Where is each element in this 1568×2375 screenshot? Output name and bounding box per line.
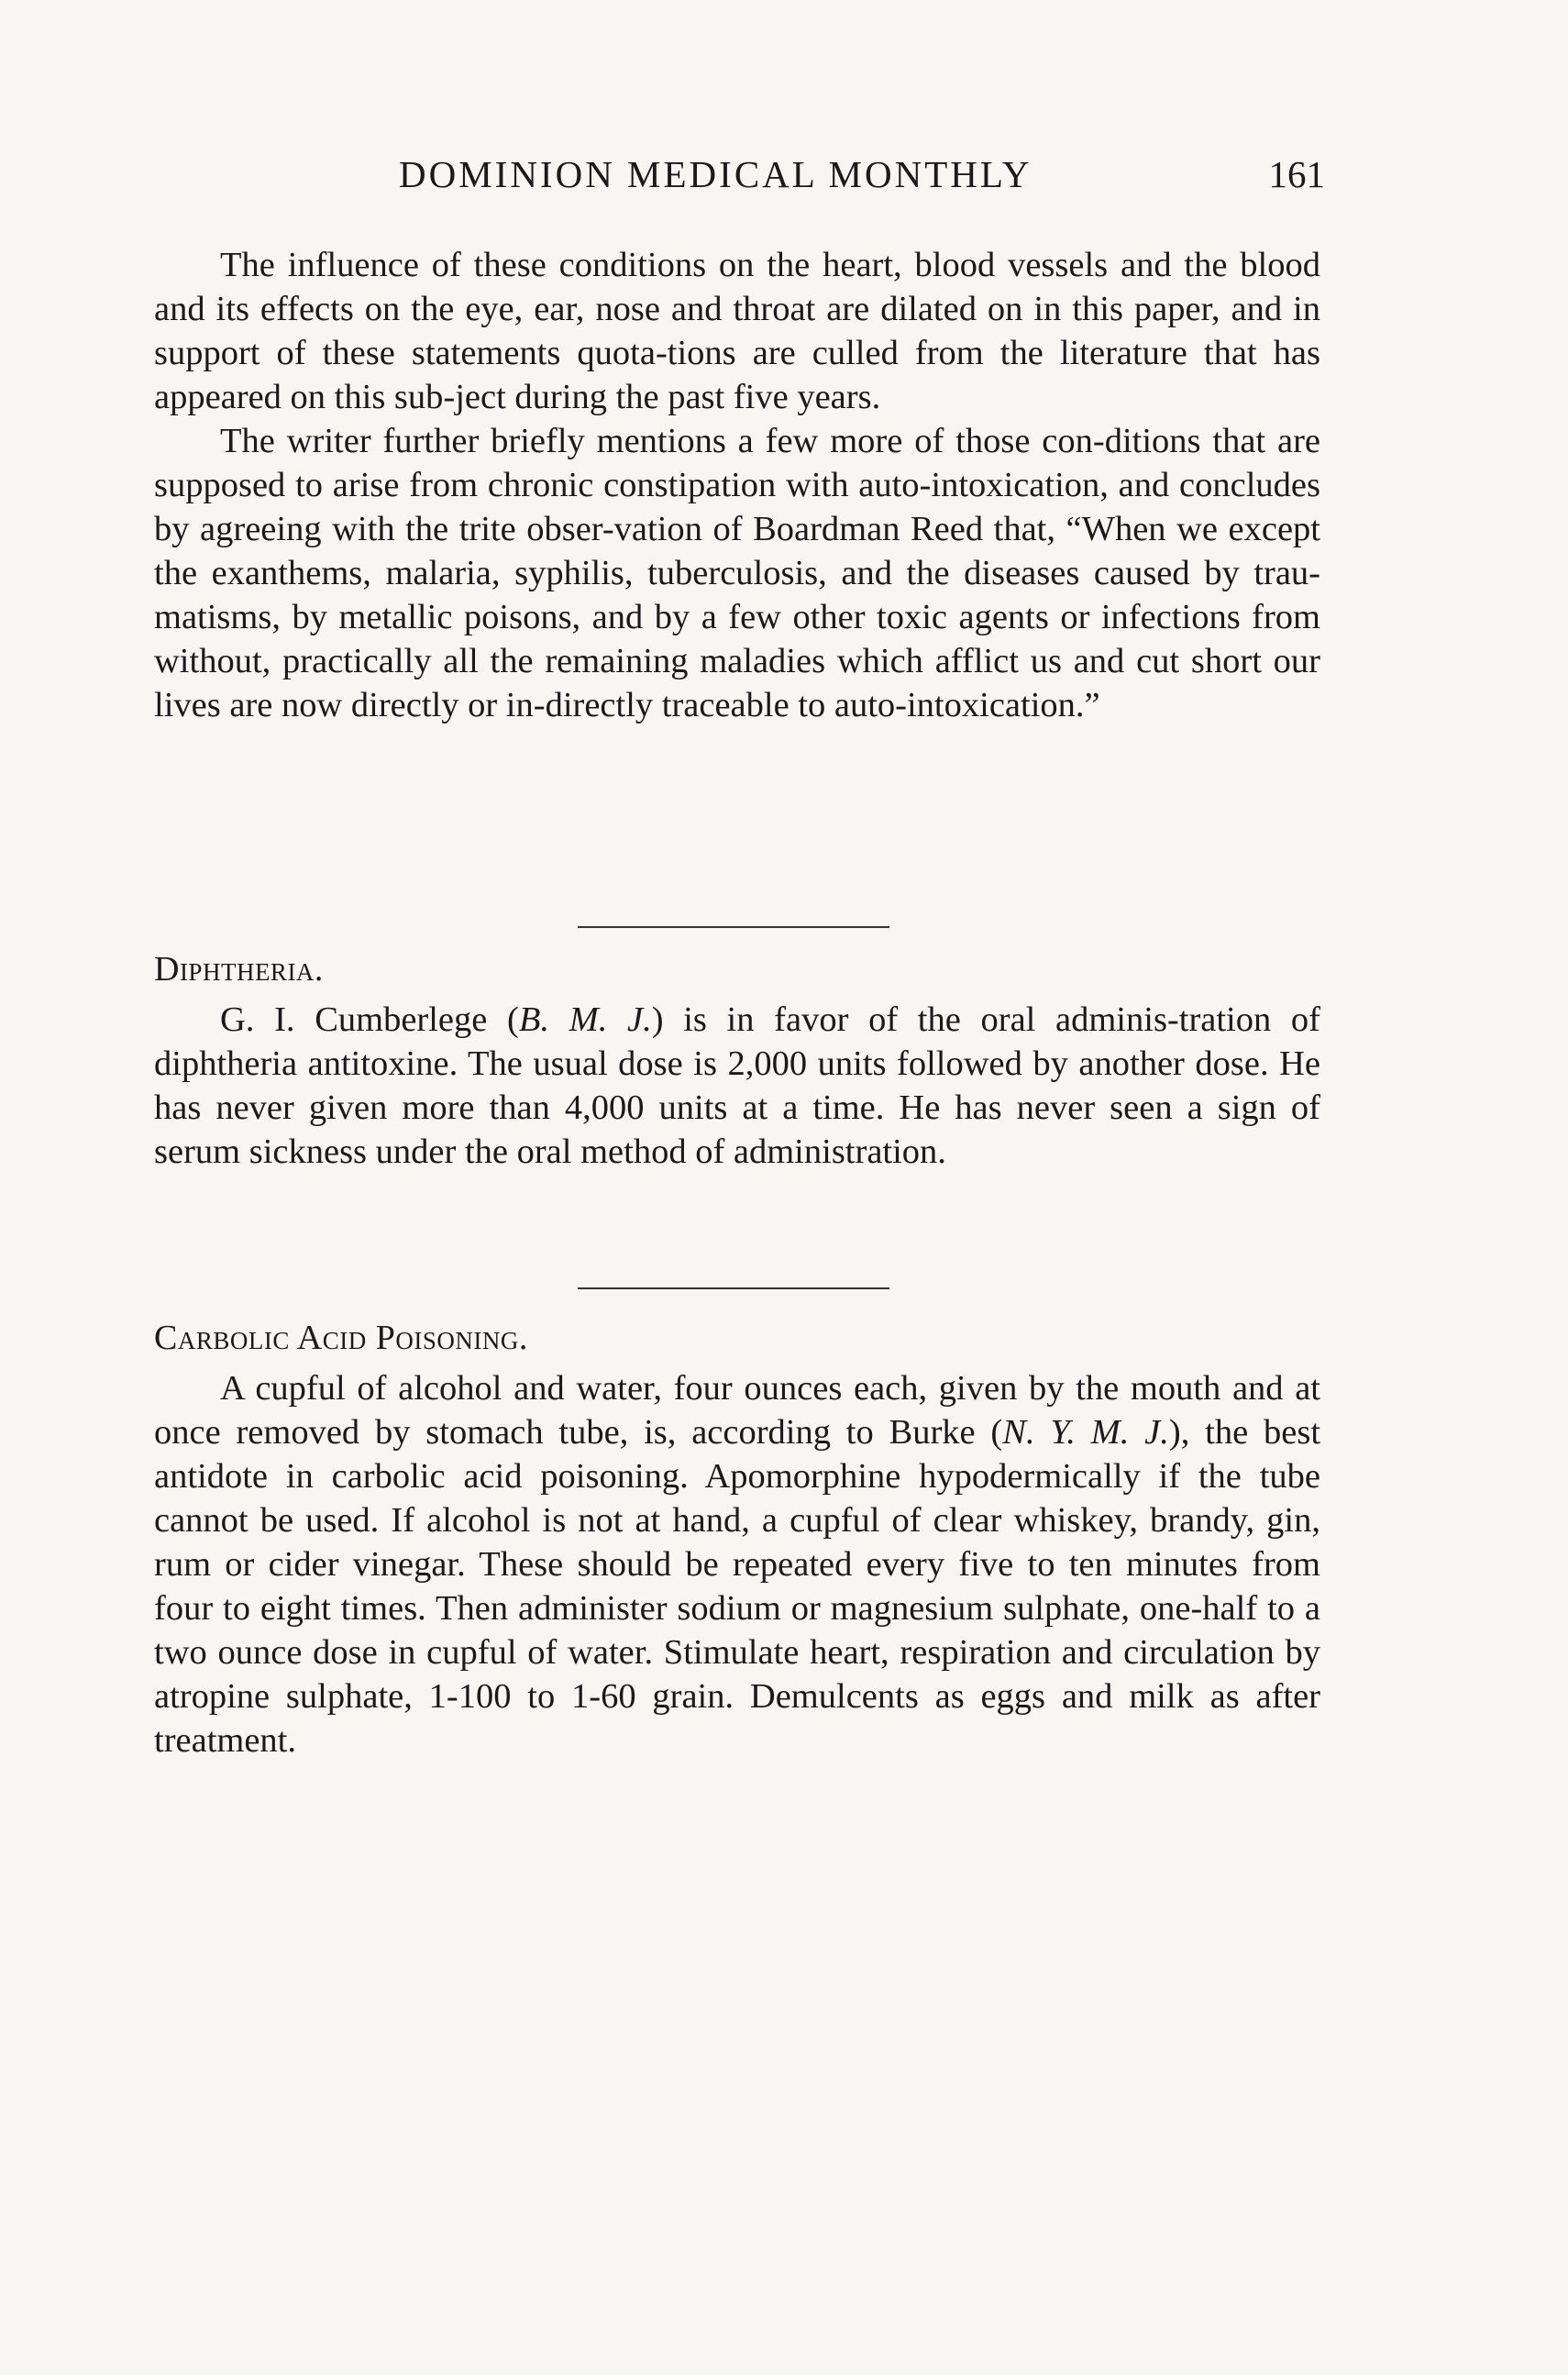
paragraph: The influence of these conditions on the heart, blood vessels and the blood and its effects on the eye, ear, nose and throat are dilated on in this paper, and in support of these statements quota-tions are culled from the literature that has appeared on this sub-ject during the past five years. xyxy=(154,246,1320,416)
section-divider xyxy=(578,1287,889,1289)
paragraph-text: ), the best antidote in carbolic acid poisoning. Apomorphine hypodermically if the tube cannot be used. If alcohol is not at hand, a cupful of clear whiskey, brandy, gin, rum or cider vinegar. These should be repeated every five to ten minutes from four to eight times. Then administer sodium or magnesium sulphate, one-half to a two ounce dose in cupful of water. Stimulate heart, respiration and circulation by atropine sulphate, 1-100 to 1-60 grain. Demulcents as eggs and milk as after treatment. xyxy=(154,1413,1321,1760)
journal-citation: B. M. J. xyxy=(518,1000,652,1039)
paragraph xyxy=(154,998,1320,1174)
paragraph-text: G. I. Cumberlege ( xyxy=(220,1000,519,1039)
paragraph-text: A cupful of alcohol and water, four ounces each, given by the mouth and at once removed by stomach tube, is, according to Burke ( xyxy=(154,1369,1320,1452)
section-heading-carbolic-acid: Carbolic Acid Poisoning. xyxy=(154,1319,528,1357)
page-number: 161 xyxy=(1268,153,1325,195)
section-carbolic-acid xyxy=(154,1366,1320,1762)
running-head: DOMINION MEDICAL MONTHLY xyxy=(399,153,1032,195)
paragraph xyxy=(154,1366,1320,1762)
journal-citation: N. Y. M. J. xyxy=(1002,1413,1169,1452)
section-constipation-summary xyxy=(154,243,1320,727)
paragraph-text: ) is in favor of the oral adminis-tration of diphtheria antitoxine. The usual dose is 2,000 units followed by another dose. He has never given more than 4,000 units at a time. He has never seen a sign of serum sickness under the oral method of administration. xyxy=(154,1000,1320,1171)
page-header xyxy=(151,147,1325,202)
section-heading-diphtheria: Diphtheria. xyxy=(154,950,324,989)
section-diphtheria xyxy=(154,998,1320,1174)
paragraph: The writer further briefly mentions a few more of those con-ditions that are supposed to arise from chronic constipation with auto-intoxication, and concludes by agreeing with the trite obser-vation of Boardman Reed that, “When we except the exanthems, malaria, syphilis, tuberculosis, and the diseases caused by trau-matisms, by metallic poisons, and by a few other toxic agents or infections from without, practically all the remaining maladies which afflict us and cut short our lives are now directly or in-directly traceable to auto-intoxication.” xyxy=(154,422,1320,724)
section-divider xyxy=(578,926,889,928)
